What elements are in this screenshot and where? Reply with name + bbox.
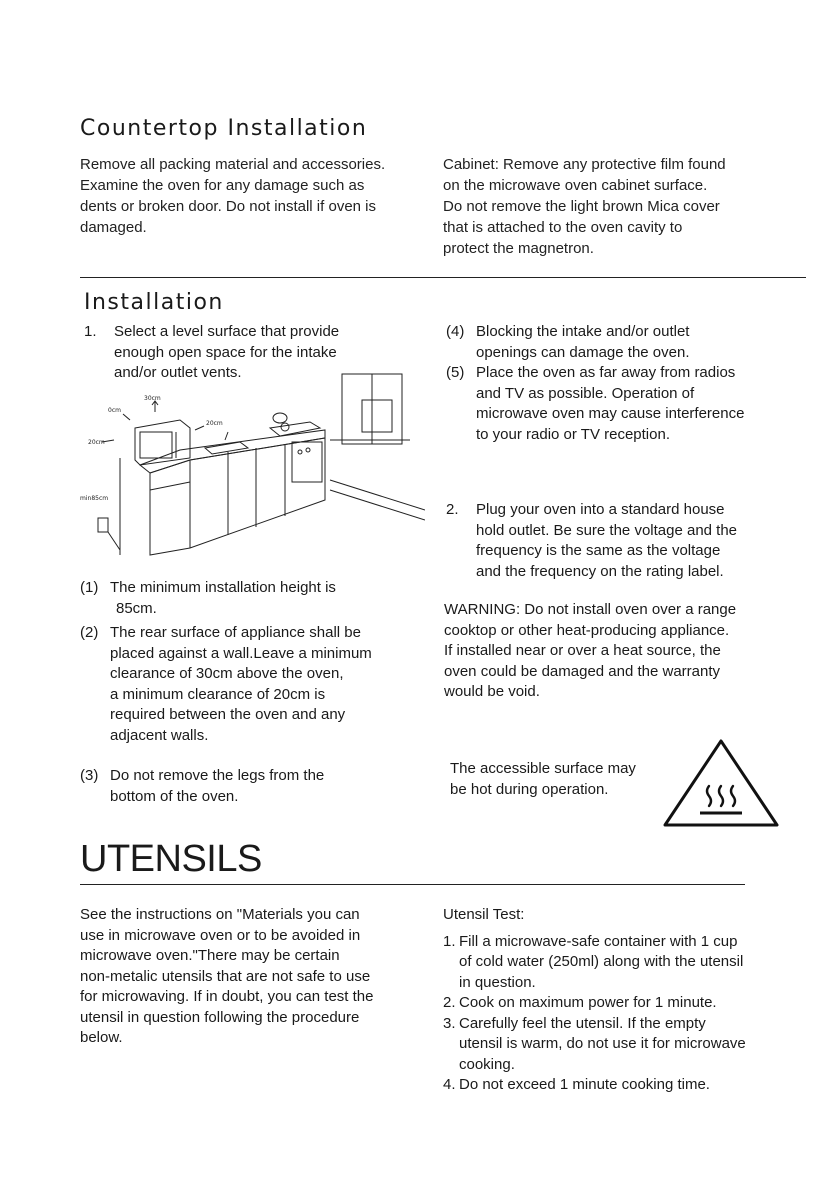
text-line: Do not remove the light brown Mica cover	[443, 198, 720, 215]
note-number: (2)	[80, 624, 99, 641]
countertop-right-text	[443, 154, 803, 259]
installation-title: Installation	[84, 290, 224, 315]
text-line: Place the oven as far away from radios	[476, 364, 736, 381]
note-2	[80, 623, 425, 746]
text-line: WARNING: Do not install oven over a range	[444, 601, 737, 618]
diagram-label-right: 20cm	[206, 420, 223, 427]
step-number: 3.	[443, 1014, 456, 1032]
text-line: Plug your oven into a standard house	[476, 501, 725, 518]
note-number: (5)	[446, 364, 465, 381]
utensil-step	[443, 1014, 813, 1076]
text-line: cooktop or other heat-producing appliance.	[444, 621, 730, 639]
text-line: on the microwave oven cabinet surface.	[443, 177, 708, 194]
text-line: non-metalic utensils that are not safe to use	[80, 967, 371, 985]
note-4	[446, 322, 806, 363]
section-divider	[80, 277, 806, 278]
text-line: Fill a microwave-safe container with 1 cup	[459, 932, 738, 950]
text-line: to your radio or TV reception.	[476, 425, 670, 443]
text-line: bottom of the oven.	[110, 787, 239, 805]
note-5	[446, 363, 806, 445]
text-line: a minimum clearance of 20cm is	[110, 685, 326, 703]
text-line: utensil in question following the procedure	[80, 1008, 360, 1026]
text-line: The rear surface of appliance shall be	[110, 624, 361, 641]
note-number: (4)	[446, 323, 465, 340]
text-line: required between the oven and any	[110, 706, 346, 723]
text-line: Cook on maximum power for 1 minute.	[459, 994, 717, 1011]
text-line: utensil is warm, do not use it for microwave	[459, 1035, 746, 1052]
step-number: 2.	[446, 501, 459, 518]
text-line: clearance of 30cm above the oven,	[110, 665, 344, 682]
text-line: of cold water (250ml) along with the utensil	[459, 953, 744, 970]
text-line: Do not remove the legs from the	[110, 767, 325, 784]
text-line: microwave oven."There may be certain	[80, 947, 340, 964]
note-1	[80, 578, 425, 619]
text-line: and TV as possible. Operation of	[476, 384, 695, 402]
text-line: Remove all packing material and accessories.	[80, 156, 386, 173]
text-line: hold outlet. Be sure the voltage and the	[476, 521, 738, 539]
text-line: oven could be damaged and the warranty	[444, 662, 721, 680]
note-3	[80, 766, 425, 807]
text-line: The accessible surface may	[450, 760, 636, 777]
notes-right	[446, 322, 806, 445]
text-line: The minimum installation height is	[110, 579, 336, 596]
step-number: 2.	[443, 994, 456, 1011]
step-number: 1.	[84, 323, 97, 340]
text-line: If installed near or over a heat source, the	[444, 642, 721, 659]
text-line: cooking.	[459, 1055, 515, 1073]
note-number: (3)	[80, 767, 99, 784]
note-number: (1)	[80, 579, 99, 596]
utensil-step	[443, 993, 813, 1014]
text-line: Cabinet: Remove any protective film found	[443, 156, 726, 173]
countertop-left-text	[80, 154, 425, 238]
text-line: and the frequency on the rating label.	[476, 562, 724, 580]
hot-surface-warning-icon	[662, 738, 780, 828]
warning-text	[444, 600, 804, 703]
utensils-left-text	[80, 905, 425, 1049]
text-line: See the instructions on "Materials you can	[80, 906, 360, 923]
utensil-step	[443, 1075, 813, 1096]
text-line: would be void.	[444, 683, 540, 700]
text-line: Blocking the intake and/or outlet	[476, 323, 690, 340]
text-line: dents or broken door. Do not install if oven is	[80, 198, 377, 215]
text-line: that is attached to the oven cavity to	[443, 219, 683, 236]
text-line: enough open space for the intake	[114, 343, 337, 361]
text-line: Examine the oven for any damage such as	[80, 177, 365, 194]
text-line: be hot during operation.	[450, 780, 609, 798]
text-line: Select a level surface that provide	[114, 323, 340, 340]
step-2	[446, 500, 806, 582]
hot-surface-text	[450, 759, 660, 800]
diagram-label-top: 30cm	[144, 395, 161, 402]
text-line: Carefully feel the utensil. If the empty	[459, 1014, 706, 1032]
text-line: use in microwave oven or to be avoided in	[80, 926, 361, 944]
step-number: 4.	[443, 1076, 456, 1093]
text-line: damaged.	[80, 219, 147, 236]
text-line: for microwaving. If in doubt, you can test the	[80, 988, 374, 1005]
utensils-divider	[80, 884, 745, 885]
text-line: protect the magnetron.	[443, 240, 594, 257]
text-line: adjacent walls.	[110, 726, 209, 744]
text-line: openings can damage the oven.	[476, 343, 690, 361]
text-line: frequency is the same as the voltage	[476, 542, 721, 559]
utensil-test-title: Utensil Test:	[443, 906, 525, 923]
installation-diagram	[80, 370, 425, 570]
text-line: and/or outlet vents.	[114, 364, 242, 381]
text-line: in question.	[459, 973, 536, 991]
text-line: placed against a wall.Leave a minimum	[110, 644, 372, 662]
countertop-title: Countertop Installation	[80, 116, 368, 141]
diagram-label-left-top: 0cm	[108, 407, 121, 414]
notes-left	[80, 578, 425, 807]
utensil-step	[443, 932, 813, 994]
step-number: 1.	[443, 932, 456, 950]
diagram-label-left: 20cm	[88, 439, 105, 446]
utensil-test	[443, 905, 813, 1096]
text-line: below.	[80, 1029, 123, 1046]
diagram-label-min: min85cm	[80, 495, 109, 502]
text-line: Do not exceed 1 minute cooking time.	[459, 1076, 710, 1093]
text-line: microwave oven may cause interference	[476, 405, 745, 422]
utensils-title: UTENSILS	[80, 838, 262, 880]
text-line: 85cm.	[116, 599, 157, 617]
